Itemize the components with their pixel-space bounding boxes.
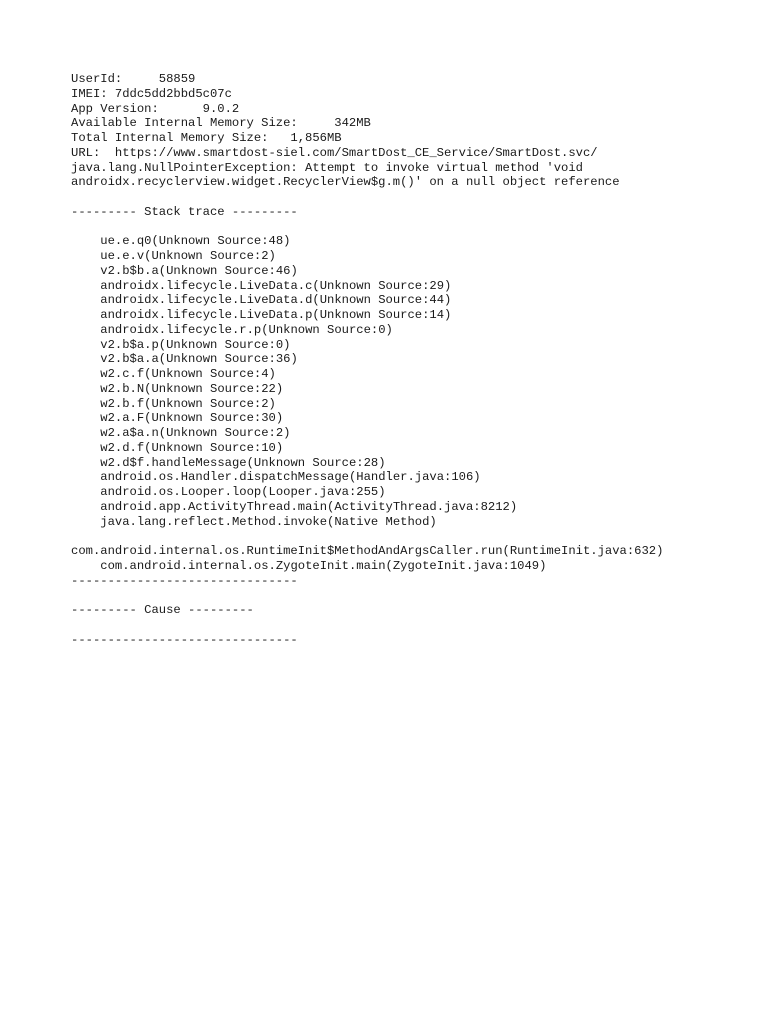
stack-frame: java.lang.reflect.Method.invoke(Native Method): [100, 514, 437, 529]
stack-frame: v2.b$a.a(Unknown Source:36): [100, 352, 298, 367]
app-version-line: App Version: 9.0.2: [71, 101, 240, 116]
stack-frame: w2.d.f(Unknown Source:10): [100, 440, 284, 455]
stack-frame: android.os.Handler.dispatchMessage(Handler.java:106): [100, 470, 481, 485]
stack-frame: android.os.Looper.loop(Looper.java:255): [100, 485, 386, 499]
stack-trace-end-divider: -------------------------------: [71, 573, 298, 588]
stack-frame: androidx.lifecycle.LiveData.c(Unknown Source:29): [100, 278, 452, 293]
stack-frame: androidx.lifecycle.LiveData.d(Unknown Source:44): [100, 293, 452, 308]
url-line: URL: https://www.smartdost-siel.com/SmartDost_CE_Service/SmartDost.svc/: [71, 145, 598, 160]
stack-frame: ue.e.v(Unknown Source:2): [100, 249, 276, 263]
stack-frame: v2.b$a.p(Unknown Source:0): [100, 337, 291, 352]
spacer: [71, 618, 751, 633]
cause-title: --------- Cause ---------: [71, 603, 254, 617]
stack-frame: androidx.lifecycle.r.p(Unknown Source:0): [100, 322, 393, 337]
stack-frame: androidx.lifecycle.LiveData.p(Unknown Source:14): [100, 308, 452, 322]
stack-frame: w2.a.F(Unknown Source:30): [100, 411, 284, 426]
stack-frame: w2.b.f(Unknown Source:2): [100, 396, 276, 411]
stack-frame: w2.b.N(Unknown Source:22): [100, 381, 284, 396]
exception-line-2: androidx.recyclerview.widget.RecyclerView$g.m()' on a null object reference: [71, 175, 620, 190]
stack-frame: w2.d$f.handleMessage(Unknown Source:28): [100, 455, 386, 470]
stack-frame-wrapped: com.android.internal.os.RuntimeInit$MethodAndArgsCaller.run(RuntimeInit.java:632): [71, 544, 664, 558]
stack-frame: v2.b$b.a(Unknown Source:46): [100, 263, 298, 278]
total-memory-line: Total Internal Memory Size: 1,856MB: [71, 131, 342, 145]
stack-frame: android.app.ActivityThread.main(ActivityThread.java:8212): [100, 499, 518, 514]
spacer: [71, 529, 751, 544]
spacer: [71, 588, 751, 603]
stack-frame: w2.a$a.n(Unknown Source:2): [100, 426, 291, 440]
imei-line: IMEI: 7ddc5dd2bbd5c07c: [71, 86, 232, 101]
spacer: [71, 190, 751, 205]
cause-end-divider: -------------------------------: [71, 632, 298, 647]
exception-line-1: java.lang.NullPointerException: Attempt to invoke virtual method 'void: [71, 160, 583, 175]
spacer: [71, 220, 751, 235]
stack-frame-last: com.android.internal.os.ZygoteInit.main(ZygoteInit.java:1049): [100, 558, 547, 573]
available-memory-line: Available Internal Memory Size: 342MB: [71, 116, 371, 131]
stack-frame: w2.c.f(Unknown Source:4): [100, 367, 276, 381]
crash-report: [71, 72, 751, 647]
stack-trace-title: --------- Stack trace ---------: [71, 204, 298, 219]
user-id-line: UserId: 58859: [71, 72, 196, 86]
stack-frame: ue.e.q0(Unknown Source:48): [100, 234, 291, 249]
